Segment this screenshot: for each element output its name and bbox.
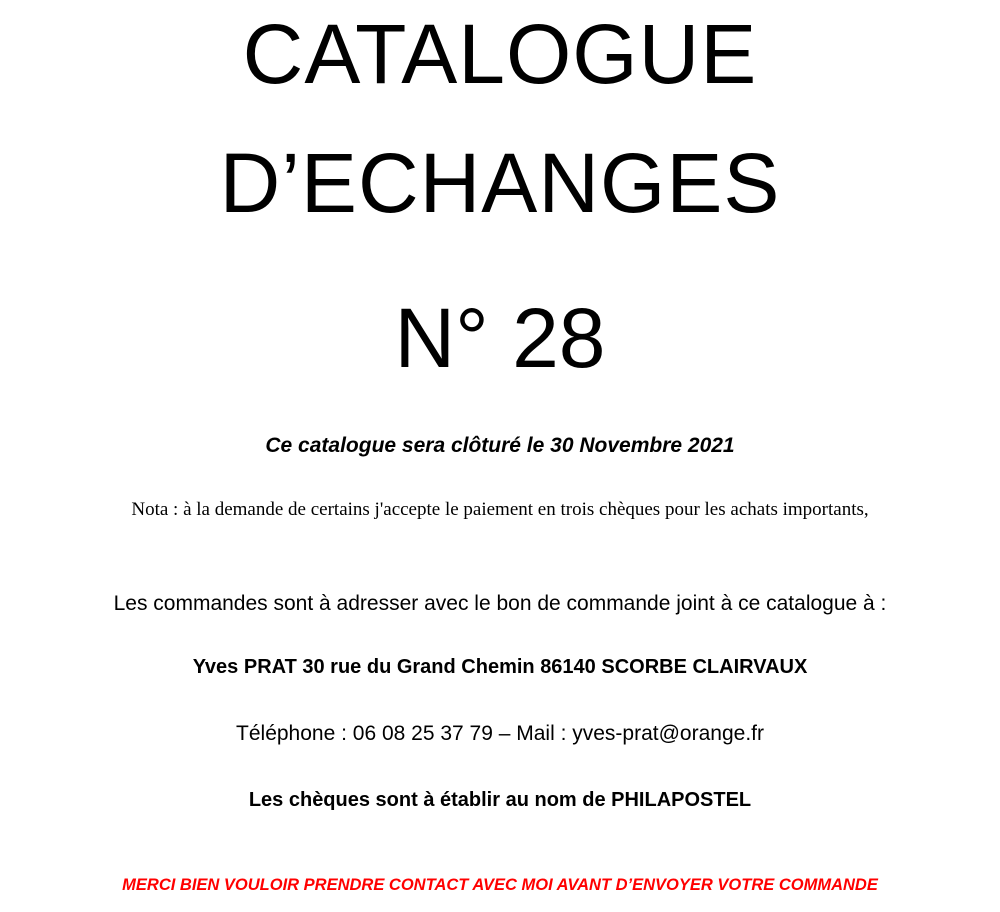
cheque-payee: Les chèques sont à établir au nom de PHILAPOSTEL xyxy=(248,789,752,811)
closing-date-notice: Ce catalogue sera clôturé le 30 Novembre 2021 xyxy=(265,434,735,457)
contact-warning: MERCI BIEN VOULOIR PRENDRE CONTACT AVEC MOI AVANT D’ENVOYER VOTRE COMMANDE xyxy=(122,876,878,894)
title-line-2: D’ECHANGES xyxy=(219,136,781,230)
orders-instruction: Les commandes sont à adresser avec le bon de commande joint à ce catalogue à : xyxy=(113,592,887,615)
payment-nota: Nota : à la demande de certains j'accepte le paiement en trois chèques pour les achats importants, xyxy=(131,499,869,520)
contact-details: Téléphone : 06 08 25 37 79 – Mail : yves-prat@orange.fr xyxy=(236,722,764,745)
postal-address: Yves PRAT 30 rue du Grand Chemin 86140 SCORBE CLAIRVAUX xyxy=(192,656,808,678)
issue-number: N° 28 xyxy=(394,291,606,385)
title-line-1: CATALOGUE xyxy=(242,7,758,101)
